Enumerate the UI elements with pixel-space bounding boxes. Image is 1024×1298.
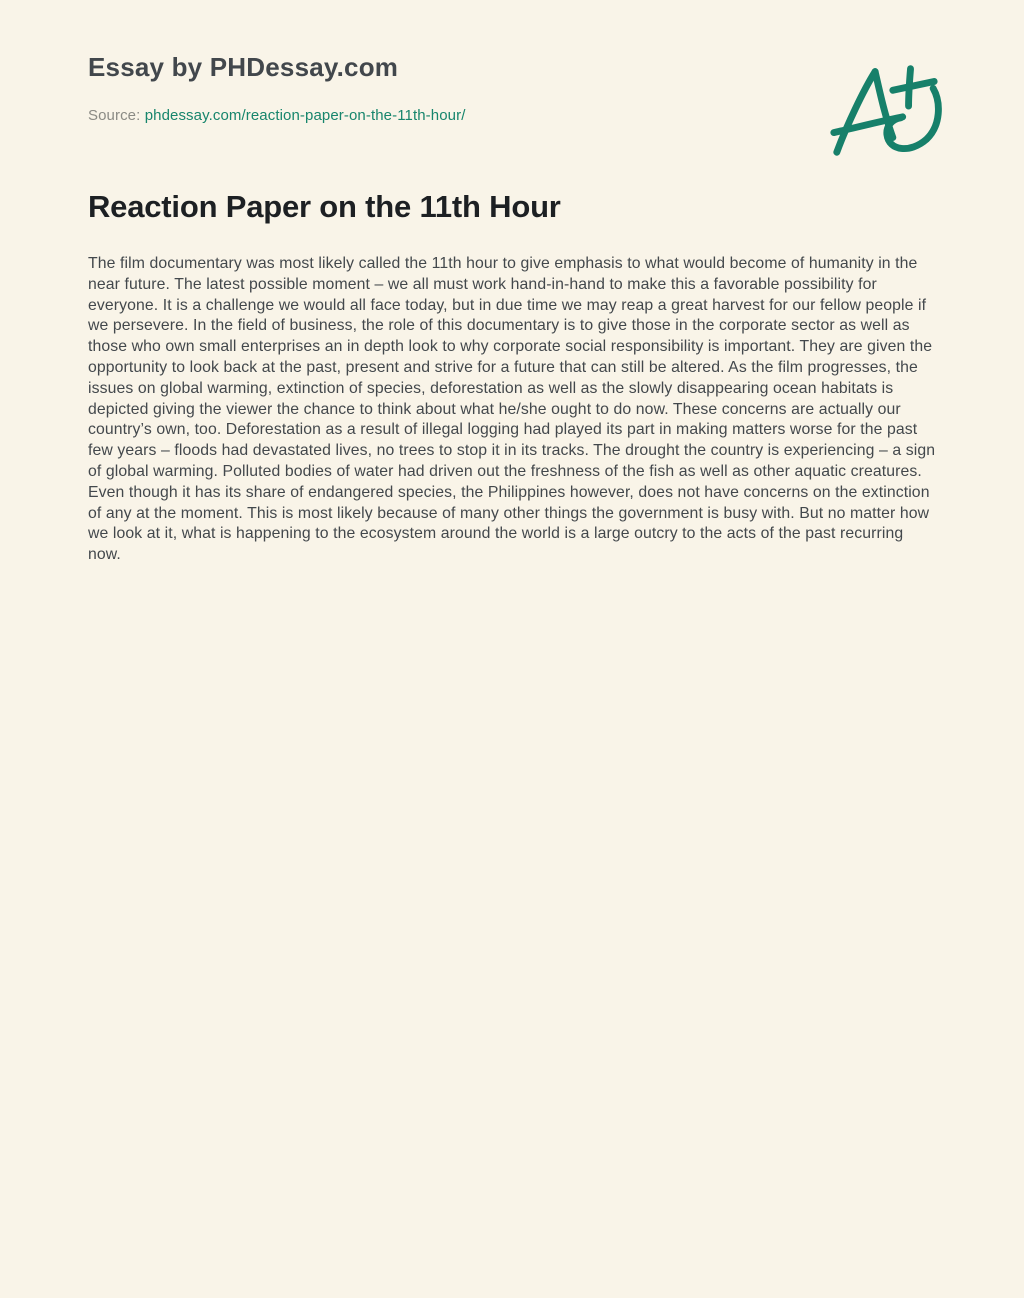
site-title: Essay by PHDessay.com xyxy=(88,52,399,82)
source-label: Source: xyxy=(88,107,141,125)
source-line xyxy=(88,107,936,124)
essay-title: Reaction Paper on the 11th Hour xyxy=(88,189,561,225)
page-header xyxy=(88,52,936,124)
a-plus-logo-icon xyxy=(824,58,942,158)
phdessay-logo xyxy=(824,58,942,158)
essay-content xyxy=(88,188,936,566)
essay-body-paragraph: The film documentary was most likely called the 11th hour to give emphasis to what would become of humanity in the near future. The latest possible moment – we all must work hand-in-hand to make this a favorable possibility for everyone. It is a challenge we would all face today, but in due time we may reap a great harvest for our fellow people if we persevere. In the field of business, the role of this documentary is to give those in the corporate sector as well as those who own small enterprises an in depth look to why corporate social responsibility is important. They are given the opportunity to look back at the past, present and strive for a future that can still be altered. As the film progresses, the issues on global warming, extinction of species, deforestation as well as the slowly disappearing ocean habitats is depicted giving the viewer the chance to think about what he/she ought to do now. These concerns are actually our country’s own, too. Deforestation as a result of illegal logging had played its part in making matters worse for the past few years – floods had devastated lives, no trees to stop it in its tracks. The drought the country is experiencing – a sign of global warming. Polluted bodies of water had driven out the freshness of the fish as well as other aquatic creatures. Even though it has its share of endangered species, the Philippines however, does not have concerns on the extinction of any at the moment. This is most likely because of many other things the government is busy with. But no matter how we look at it, what is happening to the ecosystem around the world is a large outcry to the acts of the past recurring now. xyxy=(88,254,936,564)
source-link[interactable]: phdessay.com/reaction-paper-on-the-11th-hour/ xyxy=(144,107,466,125)
